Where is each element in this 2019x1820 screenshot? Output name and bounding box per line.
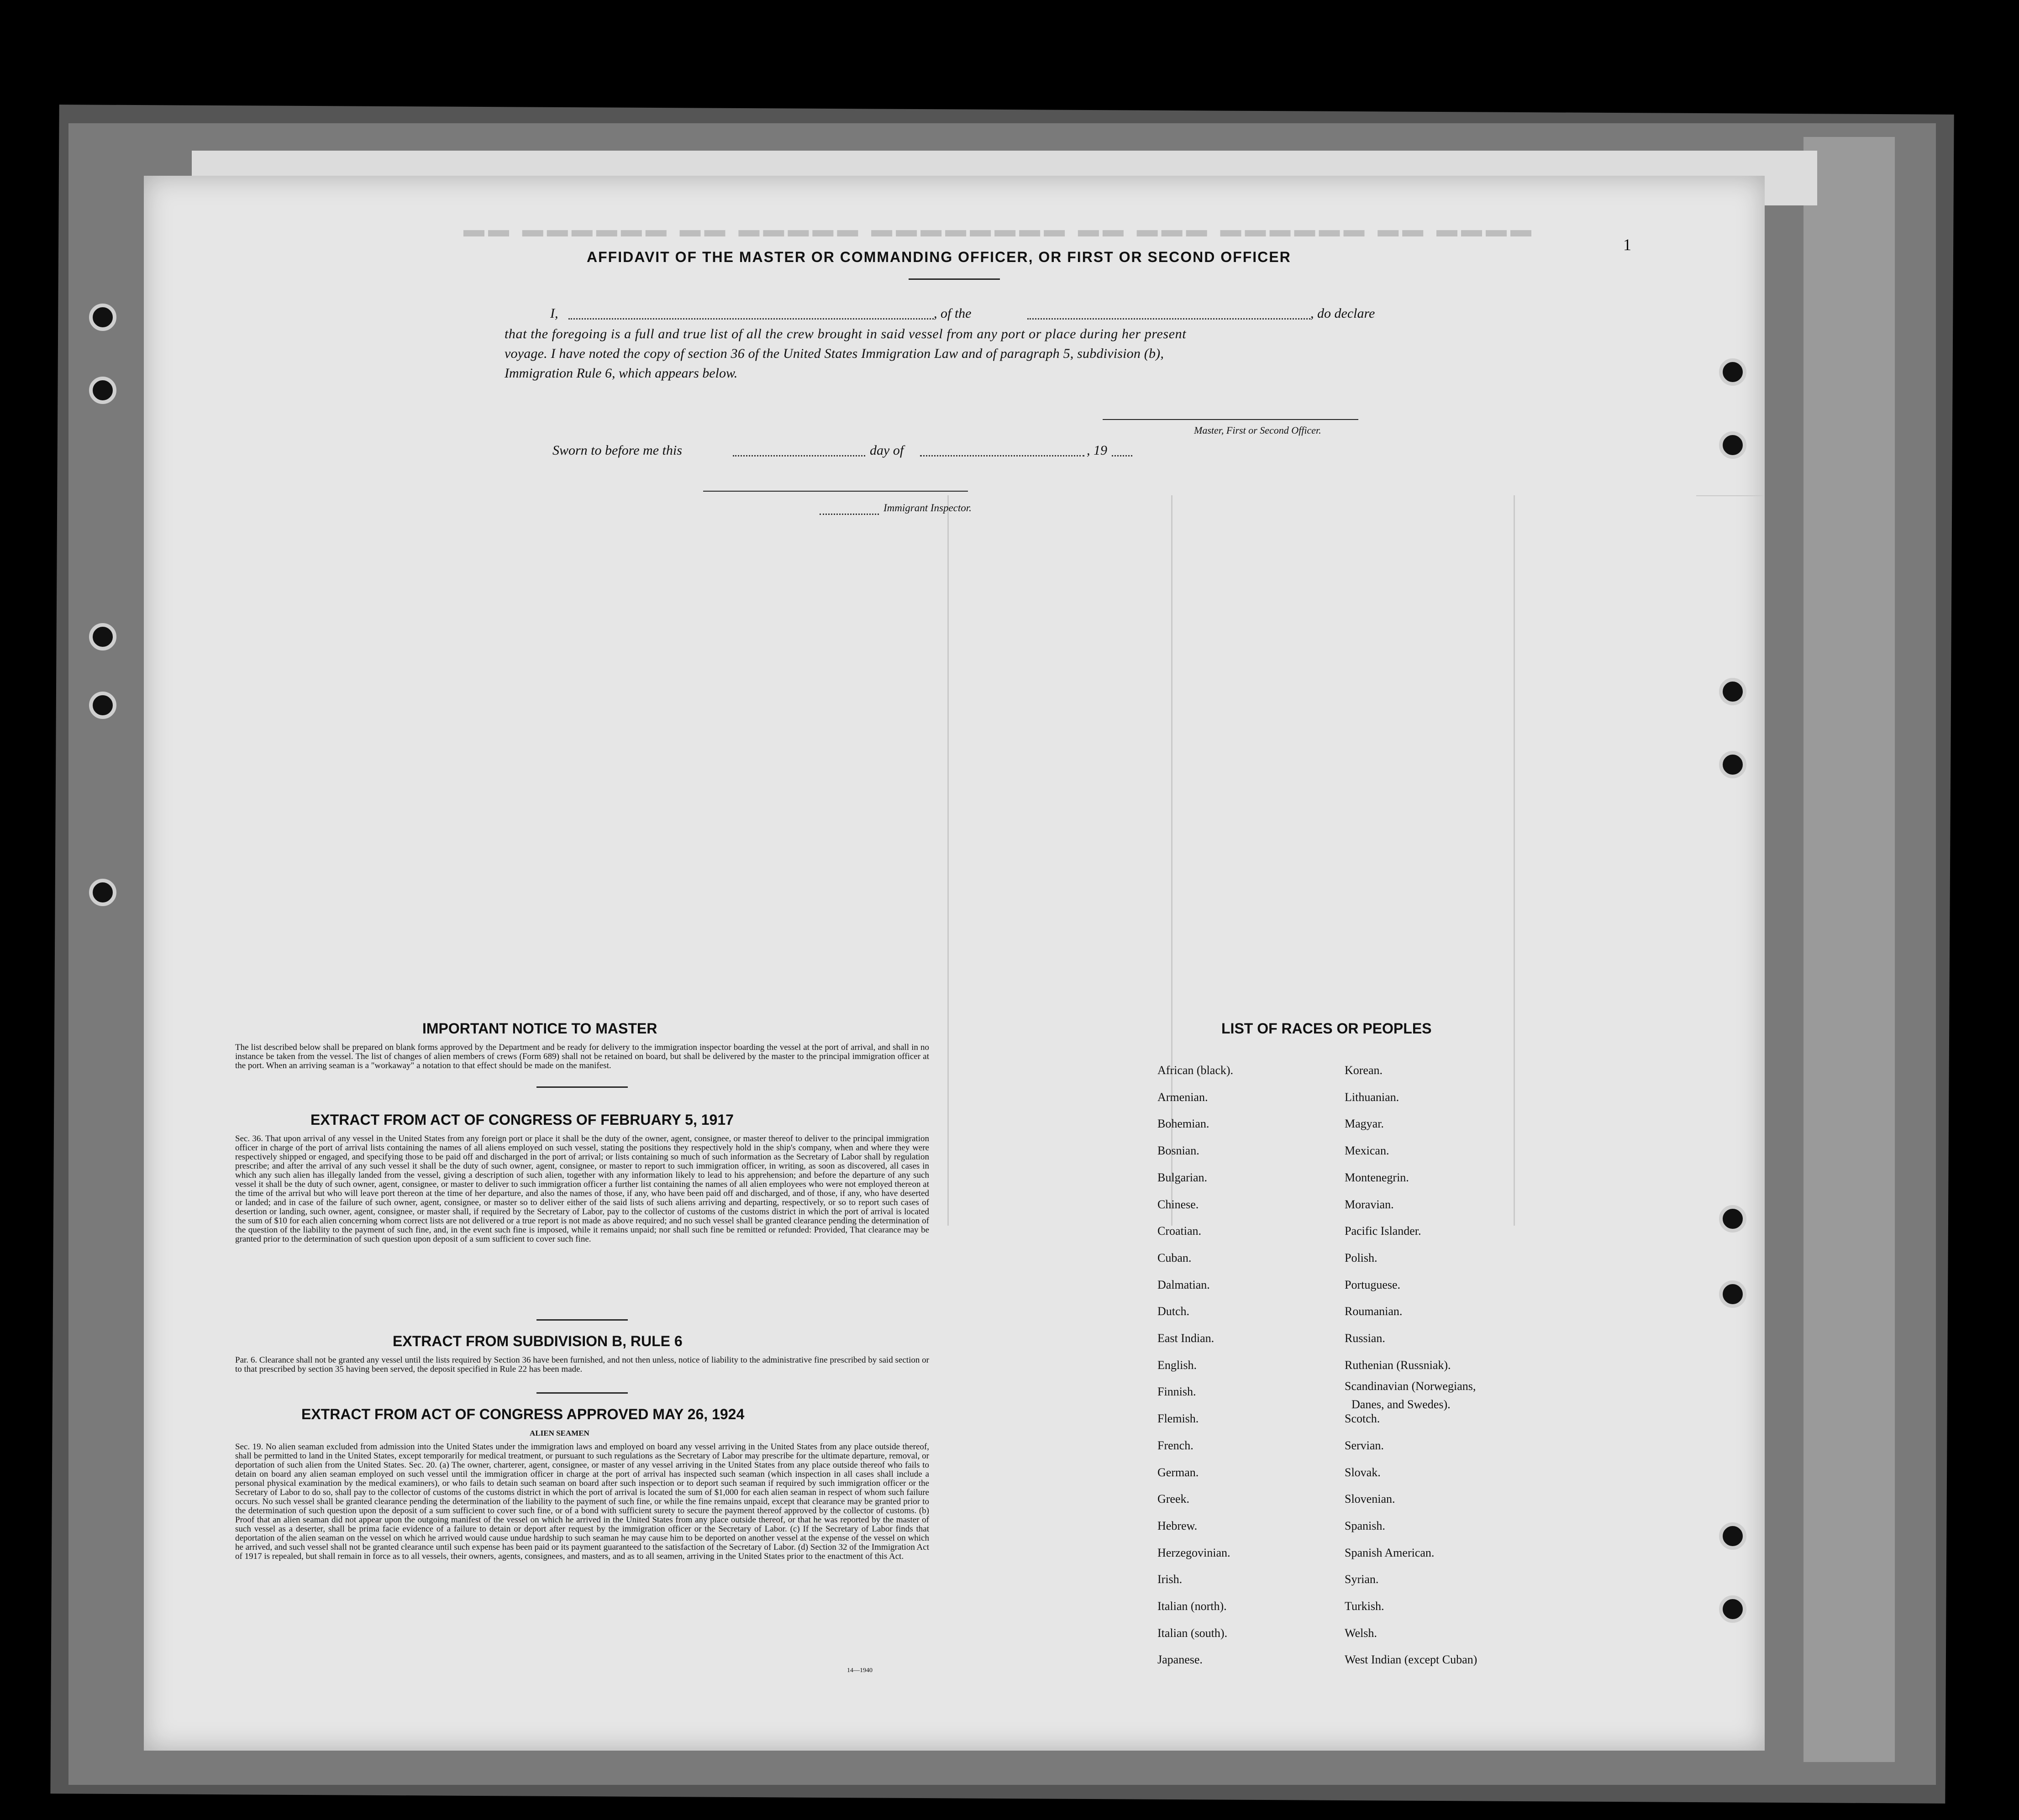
race-item: Syrian. <box>1345 1573 1379 1586</box>
race-item: Pacific Islander. <box>1345 1224 1421 1238</box>
race-item: Slovak. <box>1345 1465 1381 1479</box>
race-item: Turkish. <box>1345 1600 1384 1613</box>
race-item: Dutch. <box>1157 1305 1190 1318</box>
punch-hole <box>89 623 116 650</box>
sworn-month-blank <box>920 455 1084 456</box>
race-item: Montenegrin. <box>1345 1170 1409 1184</box>
punch-hole <box>1719 1595 1746 1623</box>
punch-hole <box>89 879 116 906</box>
punch-hole <box>1719 358 1746 386</box>
punch-hole <box>1719 1205 1746 1233</box>
master-signature-line <box>1103 419 1358 420</box>
inspector-signature-line <box>703 491 968 492</box>
sworn-year-blank <box>1112 455 1132 456</box>
race-item: Ruthenian (Russniak). <box>1345 1358 1451 1372</box>
race-item: English. <box>1157 1358 1197 1372</box>
punch-hole <box>89 377 116 404</box>
race-item: Greek. <box>1157 1492 1190 1506</box>
race-item: Spanish American. <box>1345 1546 1435 1559</box>
extract-1924-title: EXTRACT FROM ACT OF CONGRESS APPROVED MAY 26, 1924 <box>301 1406 745 1422</box>
race-item: Scotch. <box>1345 1412 1380 1426</box>
race-item: Roumanian. <box>1345 1305 1403 1318</box>
punch-hole <box>1719 678 1746 705</box>
race-item: Dalmatian. <box>1157 1278 1210 1291</box>
ghost-column-line <box>1171 495 1172 1226</box>
sworn-year: , 19 <box>1087 443 1107 458</box>
title-underline <box>909 278 1000 280</box>
race-item: Slovenian. <box>1345 1492 1395 1506</box>
race-item: Japanese. <box>1157 1653 1203 1667</box>
race-item: Welsh. <box>1345 1626 1377 1640</box>
notice-title: IMPORTANT NOTICE TO MASTER <box>422 1020 657 1037</box>
punch-hole <box>1719 751 1746 778</box>
race-item: Herzegovinian. <box>1157 1546 1230 1559</box>
punch-hole <box>1719 1280 1746 1308</box>
race-item: Spanish. <box>1345 1519 1385 1532</box>
punch-hole <box>1719 431 1746 459</box>
extract-1917-title: EXTRACT FROM ACT OF CONGRESS OF FEBRUARY 5, 1917 <box>310 1112 734 1128</box>
race-item: Croatian. <box>1157 1224 1202 1238</box>
race-item: Russian. <box>1345 1332 1385 1345</box>
race-item: Hebrew. <box>1157 1519 1198 1532</box>
race-item: Cuban. <box>1157 1251 1192 1264</box>
vessel-blank <box>1027 318 1310 320</box>
race-item: Italian (north). <box>1157 1600 1227 1613</box>
affidavit-of-the: , of the <box>934 306 972 321</box>
race-item: Irish. <box>1157 1573 1183 1586</box>
race-item: Danes, and Swedes). <box>1351 1398 1451 1411</box>
document-page <box>144 176 1765 1751</box>
page-number: 1 <box>1623 236 1631 254</box>
punch-hole <box>89 304 116 331</box>
affidavit-line-2: that the foregoing is a full and true list of all the crew brought in said vessel from any port or place during her present <box>505 326 1187 341</box>
punch-hole <box>1719 1522 1746 1550</box>
race-item: Korean. <box>1345 1064 1383 1077</box>
extract-1924-body: Sec. 19. No alien seaman excluded from admission into the United States under the immigration laws and employed on board any vessel arriving in the United States from any place outside thereof, shall be permitted to land in the United States, except temporarily for medical treatment, or pursuant to such regulations as the Secretary of Labor may prescribe for the ultimate departure, removal, or deportation of such alien from the United States. Sec. 20. (a) The owner, charterer, agent, consignee, or master of any vessel arriving in the United States from any place outside thereof who fails to detain on board any alien seaman employed on such vessel until the immigration officer in charge at the port of arrival has inspected such seaman (which inspection in all cases shall include a personal physical examination by the medical examiners), or who fails to detain such seaman on board after such inspection or to deport such seaman if required by such immigration officer or the Secretary of Labor to do so, shall pay to the collector of customs of the customs district in which the port of arrival is located the sum of $1,000 for each alien seaman in respect of whom such failure occurs. No such vessel shall be granted clearance pending the determination of the liability to the payment of such fine, or while the fine remains unpaid, except that clearance may be granted prior to the determination of such question upon the deposit of a sum sufficient to cover such fine, or of a bond with sufficient surety to secure the payment thereof approved by the collector of customs. (b) Proof that an alien seaman did not appear upon the outgoing manifest of the vessel on which he arrived in the United States from any place outside thereof, or that he was reported by the master of such vessel as a deserter, shall be prima facie evidence of a failure to detain or deport after request by the immigration officer or the Secretary of Labor. (c) If the Secretary of Labor finds that deportation of the alien seaman on the vessel on which he arrived would cause undue hardship to such seaman he may cause him to be deported on another vessel at the expense of the vessel on which he arrived, and such vessel shall not be granted clearance until such expense has been paid or its payment guaranteed to the satisfaction of the Secretary of Labor. (d) Section 32 of the Immigration Act of 1917 is repealed, but shall remain in force as to all vessels, their owners, agents, consignees, and masters, and as to all seamen, arriving in the United States prior to the enactment of this Act. <box>235 1442 929 1561</box>
inspector-dots <box>820 514 879 515</box>
affidavit-line-4: Immigration Rule 6, which appears below. <box>505 366 738 381</box>
race-item: Scandinavian (Norwegians, <box>1345 1379 1476 1393</box>
page-stack-right-edge <box>1803 137 1895 1762</box>
master-signature-label: Master, First or Second Officer. <box>1194 425 1321 436</box>
divider <box>536 1392 628 1394</box>
extract-1924-subtitle: ALIEN SEAMEN <box>530 1429 589 1437</box>
extract-rule6-title: EXTRACT FROM SUBDIVISION B, RULE 6 <box>393 1333 683 1349</box>
race-item: West Indian (except Cuban) <box>1345 1653 1477 1667</box>
race-item: Polish. <box>1345 1251 1378 1264</box>
race-item: Servian. <box>1345 1438 1384 1452</box>
race-item: Magyar. <box>1345 1117 1384 1131</box>
race-item: Flemish. <box>1157 1412 1199 1426</box>
race-item: Finnish. <box>1157 1385 1196 1399</box>
sworn-text: Sworn to before me this <box>552 443 682 458</box>
race-item: Bosnian. <box>1157 1144 1199 1158</box>
ghost-row-line <box>1696 495 1765 496</box>
race-item: African (black). <box>1157 1064 1234 1077</box>
sworn-day-of: day of <box>870 443 904 458</box>
race-item: Armenian. <box>1157 1090 1208 1104</box>
race-item: Mexican. <box>1345 1144 1389 1158</box>
race-item: Portuguese. <box>1345 1278 1401 1291</box>
race-item: Moravian. <box>1345 1197 1394 1211</box>
ghost-bleedthrough-title: ▬▬ ▬▬▬▬▬▬ ▬▬ ▬▬▬▬▬ ▬▬▬▬▬▬▬▬ ▬▬ ▬▬▬ ▬▬▬▬▬▬ ▬▬ ▬▬▬▬ <box>463 217 1535 241</box>
affidavit-line-3: voyage. I have noted the copy of section 36 of the United States Immigration Law and of paragraph 5, subdivision (b), <box>505 346 1164 361</box>
name-blank <box>568 318 934 320</box>
race-item: French. <box>1157 1438 1194 1452</box>
race-item: East Indian. <box>1157 1332 1215 1345</box>
race-item: Chinese. <box>1157 1197 1199 1211</box>
race-item: Bohemian. <box>1157 1117 1209 1131</box>
sworn-day-blank <box>733 455 865 456</box>
affidavit-declare: , do declare <box>1310 306 1375 321</box>
divider <box>536 1086 628 1088</box>
inspector-label: Immigrant Inspector. <box>883 502 972 514</box>
race-item: Lithuanian. <box>1345 1090 1399 1104</box>
punch-hole <box>89 692 116 719</box>
ghost-column-line <box>1514 495 1515 1226</box>
form-number: 14—1940 <box>847 1667 873 1674</box>
ghost-column-line <box>947 495 949 1226</box>
race-item: Italian (south). <box>1157 1626 1228 1640</box>
affidavit-i: I, <box>550 306 558 321</box>
extract-1917-body: Sec. 36. That upon arrival of any vessel in the United States from any foreign port or place it shall be the duty of the owner, agent, consignee, or master thereof to deliver to the principal immigration officer in charge of the port of arrival lists containing the names of all aliens employed on such vessel, stating the positions they respectively hold in the ship's company, when and where they were respectively shipped or engaged, and specifying those to be paid off and discharged in the port of arrival; or lists containing so much of such information as the Secretary of Labor shall by regulation prescribe; and after the arrival of any such vessel it shall be the duty of such owner, agent, consignee, or master to report to such immigration officer, in writing, as soon as discovered, all cases in which any such alien has illegally landed from the vessel, giving a description of such alien, together with any information likely to lead to his apprehension; and before the departure of any such vessel it shall be the duty of such owner, agent, consignee, or master to deliver to such immigration officer a further list containing the names of all alien employees who were not employed thereon at the time of the arrival but who will leave port thereon at the time of her departure, and also the names of those, if any, who have been paid off and discharged, and of those, if any, who have deserted or landed; and in case of the failure of such owner, agent, consignee, or master so to deliver either of the said lists of such aliens arriving and departing, respectively, or so to report such cases of desertion or landing, such owner, agent, consignee, or master shall, if required by the Secretary of Labor, pay to the collector of customs of the customs district in which the port of arrival is located the sum of $10 for each alien concerning whom correct lists are not delivered or a true report is not made as above required; and no such vessel shall be granted clearance pending the determination of the question of the liability to the payment of such fine, and, in the event such fine is imposed, while it remains unpaid; nor shall such fine be remitted or refunded: Provided, That clearance may be granted prior to the determination of such question upon deposit of a sum sufficient to cover such fine. <box>235 1134 929 1244</box>
affidavit-title: AFFIDAVIT OF THE MASTER OR COMMANDING OFFICER, OR FIRST OR SECOND OFFICER <box>587 249 1291 265</box>
notice-body: The list described below shall be prepared on blank forms approved by the Department and be ready for delivery to the immigration inspector boarding the vessel at the port of arrival, and shall in no instance be taken from the vessel. The list of changes of alien members of crews (Form 689) shall not be retained on board, but shall be delivered by the master to the principal immigration officer at the port. When an arriving seaman is a "workaway" a notation to that effect should be made on the manifest. <box>235 1043 929 1070</box>
divider <box>536 1319 628 1321</box>
races-title: LIST OF RACES OR PEOPLES <box>1221 1020 1432 1037</box>
race-item: German. <box>1157 1465 1199 1479</box>
extract-rule6-body: Par. 6. Clearance shall not be granted any vessel until the lists required by Section 36 have been furnished, and not then unless, notice of liability to the administrative fine prescribed by said section or to that prescribed by section 35 having been served, the deposit specified in Rule 22 has been made. <box>235 1355 929 1374</box>
race-item: Bulgarian. <box>1157 1170 1208 1184</box>
